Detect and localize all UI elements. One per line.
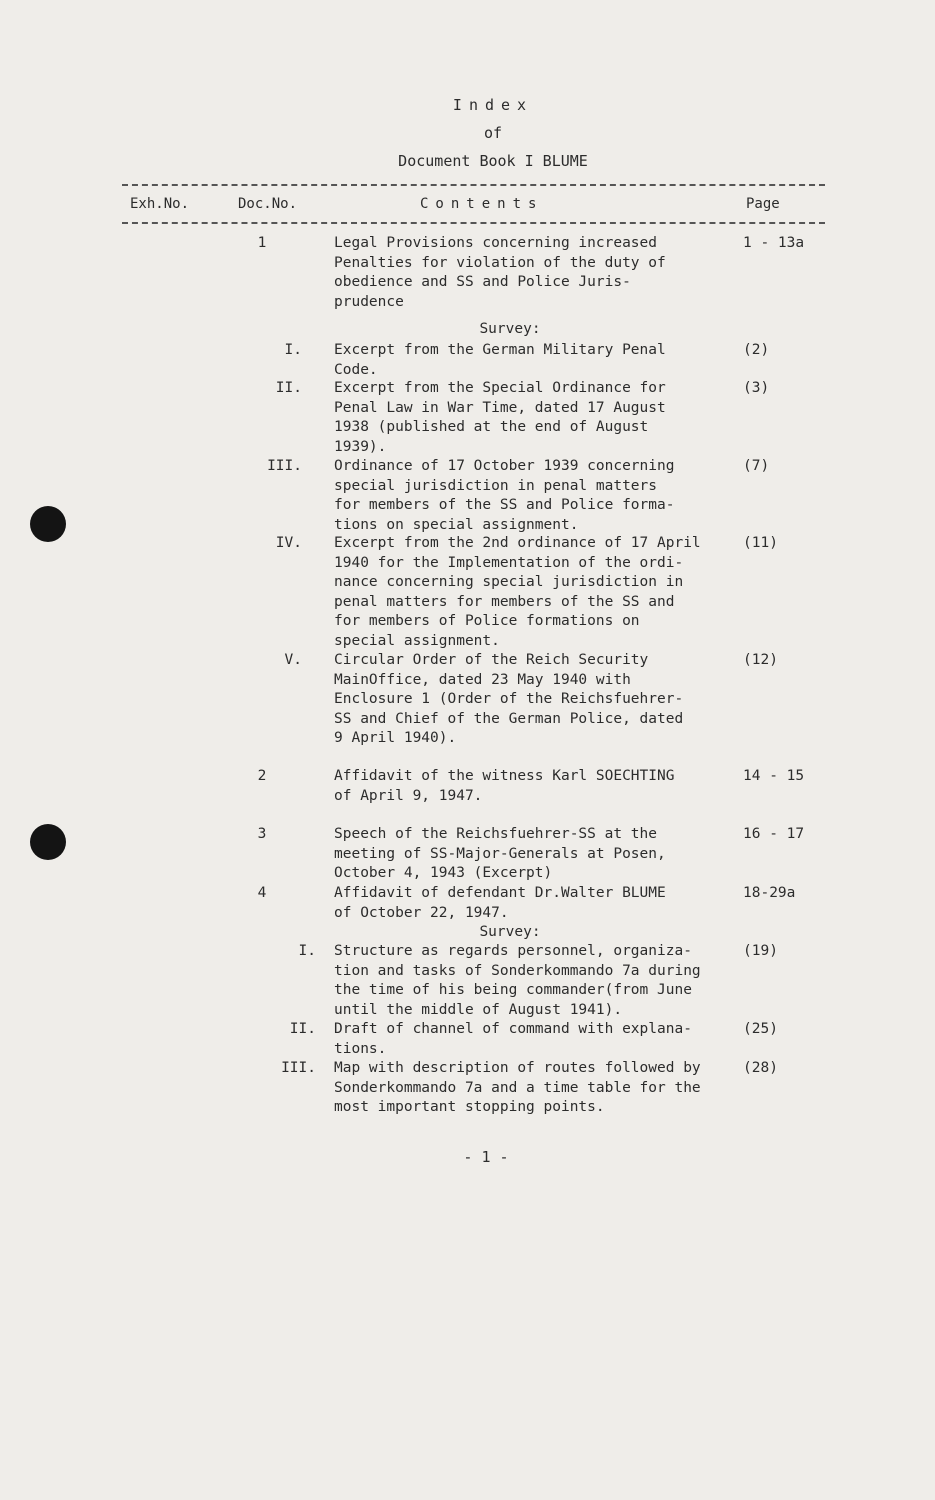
entry-text-line: of April 9, 1947. <box>334 787 483 804</box>
page-reference: 18-29a <box>743 885 796 901</box>
header-rule-top <box>122 184 825 186</box>
page-reference: (19) <box>743 943 778 959</box>
entry-text-line: most important stopping points. <box>334 1099 605 1115</box>
page-reference: 16 - 17 <box>743 826 805 842</box>
entry-text-line: Penalties for violation of the duty of <box>334 254 666 271</box>
entry-text-line: Speech of the Reichsfuehrer-SS at the <box>334 826 658 842</box>
sub-item-number: I. <box>284 342 302 358</box>
index-of: of <box>483 124 503 142</box>
entry-text-line: Excerpt from the Special Ordinance for <box>334 380 666 396</box>
column-header-contents: Contents <box>420 196 544 212</box>
punch-hole-upper <box>30 506 66 542</box>
doc-number: 2 <box>257 768 267 784</box>
page-number: - 1 - <box>463 1148 509 1166</box>
punch-hole-lower <box>30 824 66 860</box>
page-reference: 14 - 15 <box>743 768 805 784</box>
entry-text-line: Structure as regards personnel, organiza- <box>334 943 692 959</box>
entry-text-line: tions. <box>334 1040 387 1057</box>
entry-text-line: 1938 (published at the end of August <box>334 419 649 435</box>
entry-text-line: Map with description of routes followed by <box>334 1060 701 1076</box>
entry-text-line: special jurisdiction in penal matters <box>334 477 658 494</box>
entry-text-line: nance concerning special jurisdiction in <box>334 574 684 590</box>
entry-text-line: tions on special assignment. <box>334 516 579 533</box>
entry-text-line: SS and Chief of the German Police, dated <box>334 710 684 727</box>
sub-item-number: II. <box>275 380 302 396</box>
entry-text-line: Draft of channel of command with explana- <box>334 1021 692 1037</box>
document-book-title: Document Book I BLUME <box>398 152 588 170</box>
doc-number: 1 <box>257 235 267 251</box>
entry-text-line: Affidavit of the witness Karl SOECHTING <box>334 768 675 784</box>
entry-text-line: Code. <box>334 361 378 378</box>
entry-text-line: MainOffice, dated 23 May 1940 with <box>334 671 631 688</box>
entry-text-line: Affidavit of defendant Dr.Walter BLUME <box>334 885 666 901</box>
survey-label: Survey: <box>479 321 541 337</box>
entry-text-line: Ordinance of 17 October 1939 concerning <box>334 458 675 474</box>
entry-text-line: Excerpt from the German Military Penal <box>334 342 666 358</box>
page-reference: (12) <box>743 652 778 668</box>
doc-number: 3 <box>257 826 267 842</box>
entry-text-line: for members of Police formations on <box>334 613 640 629</box>
entry-text-line: prudence <box>334 293 404 310</box>
entry-text-line: until the middle of August 1941). <box>334 1001 623 1018</box>
entry-text-line: Excerpt from the 2nd ordinance of 17 April <box>334 535 701 551</box>
entry-text-line: for members of the SS and Police forma- <box>334 497 675 513</box>
entry-text-line: Legal Provisions concerning increased <box>334 235 658 251</box>
page-reference: (7) <box>743 458 770 474</box>
column-header-page: Page <box>746 196 780 212</box>
page-reference: (28) <box>743 1060 778 1076</box>
entry-text-line: 9 April 1940). <box>334 730 457 746</box>
survey-label: Survey: <box>479 924 541 940</box>
entry-text-line: 1939). <box>334 438 387 455</box>
entry-text-line: obedience and SS and Police Juris- <box>334 274 631 290</box>
sub-item-number: I. <box>298 943 316 959</box>
entry-text-line: tion and tasks of Sonderkommando 7a during <box>334 962 701 979</box>
entry-text-line: Circular Order of the Reich Security <box>334 652 649 668</box>
page-reference: (2) <box>743 342 770 358</box>
doc-number: 4 <box>257 885 267 901</box>
header-rule-bottom <box>122 222 825 224</box>
column-header-exh-no: Exh.No. <box>130 196 190 212</box>
column-header-doc-no: Doc.No. <box>238 196 298 212</box>
entry-text-line: October 4, 1943 (Excerpt) <box>334 865 553 881</box>
sub-item-number: II. <box>289 1021 316 1037</box>
entry-text-line: penal matters for members of the SS and <box>334 593 675 610</box>
entry-text-line: Penal Law in War Time, dated 17 August <box>334 399 666 416</box>
sub-item-number: IV. <box>275 535 302 551</box>
entry-text-line: Enclosure 1 (Order of the Reichsfuehrer- <box>334 691 684 707</box>
page-reference: (3) <box>743 380 770 396</box>
sub-item-number: III. <box>267 458 302 474</box>
sub-item-number: III. <box>281 1060 316 1076</box>
entry-text-line: special assignment. <box>334 632 500 649</box>
page-reference: (25) <box>743 1021 778 1037</box>
entry-text-line: Sonderkommando 7a and a time table for the <box>334 1079 701 1096</box>
entry-text-line: meeting of SS-Major-Generals at Posen, <box>334 845 666 862</box>
entry-text-line: the time of his being commander(from June <box>334 982 692 998</box>
index-title: Index <box>452 96 534 114</box>
page-reference: (11) <box>743 535 778 551</box>
entry-text-line: of October 22, 1947. <box>334 904 509 921</box>
sub-item-number: V. <box>284 652 302 668</box>
page-reference: 1 - 13a <box>743 235 805 251</box>
entry-text-line: 1940 for the Implementation of the ordi- <box>334 554 684 571</box>
